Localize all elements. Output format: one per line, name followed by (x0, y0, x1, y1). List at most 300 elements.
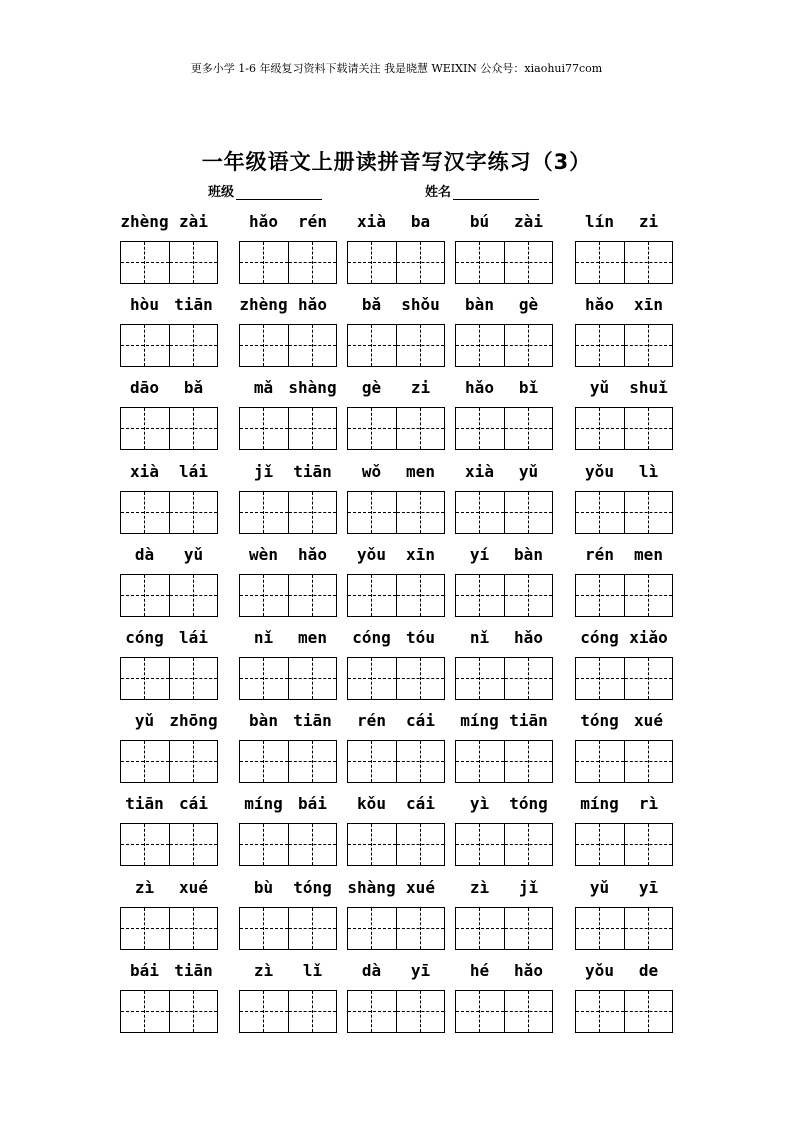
guide-line-vertical (371, 242, 372, 283)
practice-item (575, 212, 673, 282)
writing-boxes (120, 241, 218, 284)
writing-cell[interactable] (456, 408, 504, 449)
writing-cell[interactable] (624, 908, 672, 949)
pinyin-syllable: gè (361, 378, 382, 397)
guide-line-vertical (479, 325, 480, 366)
pinyin-syllable: tiān (509, 711, 548, 730)
guide-line-horizontal (240, 928, 288, 929)
guide-line-vertical (144, 824, 145, 865)
pinyin-label (120, 878, 218, 902)
writing-cell[interactable] (456, 242, 504, 283)
guide-line-vertical (193, 242, 194, 283)
writing-boxes (455, 907, 553, 950)
guide-line-vertical (144, 325, 145, 366)
writing-cell[interactable] (240, 991, 288, 1032)
writing-cell[interactable] (576, 824, 624, 865)
pinyin-label (120, 711, 218, 735)
guide-line-vertical (528, 741, 529, 782)
pinyin-label (575, 378, 673, 402)
writing-cell[interactable] (288, 908, 336, 949)
practice-item (120, 711, 218, 781)
pinyin-syllable: bàn (465, 295, 494, 314)
guide-line-vertical (599, 991, 600, 1032)
guide-line-vertical (648, 492, 649, 533)
writing-boxes (347, 574, 445, 617)
pinyin-label (455, 462, 553, 486)
writing-cell[interactable] (169, 242, 217, 283)
practice-item (575, 295, 673, 365)
pinyin-syllable: zi (410, 378, 431, 397)
pinyin-syllable: bǎ (361, 295, 382, 314)
writing-cell[interactable] (240, 658, 288, 699)
pinyin-label (347, 378, 445, 402)
writing-cell[interactable] (576, 991, 624, 1032)
writing-cell[interactable] (576, 408, 624, 449)
pinyin-label (575, 295, 673, 319)
practice-item (239, 961, 337, 1031)
pinyin-label (120, 961, 218, 985)
writing-cell[interactable] (456, 492, 504, 533)
guide-line-horizontal (240, 1011, 288, 1012)
pinyin-syllable: shàng (288, 378, 337, 397)
writing-boxes (120, 324, 218, 367)
writing-cell[interactable] (396, 824, 444, 865)
pinyin-syllable: yǔ (518, 462, 539, 481)
writing-cell[interactable] (288, 492, 336, 533)
writing-cell[interactable] (121, 658, 169, 699)
writing-cell[interactable] (456, 908, 504, 949)
writing-cell[interactable] (576, 492, 624, 533)
writing-cell[interactable] (169, 492, 217, 533)
guide-line-horizontal (456, 928, 504, 929)
guide-line-vertical (312, 325, 313, 366)
practice-item (575, 462, 673, 532)
pinyin-label (347, 295, 445, 319)
pinyin-syllable: wǒ (361, 462, 382, 481)
guide-line-vertical (193, 658, 194, 699)
guide-line-horizontal (240, 512, 288, 513)
pinyin-label (120, 628, 218, 652)
practice-item (239, 462, 337, 532)
guide-line-horizontal (240, 844, 288, 845)
pinyin-syllable: bàn (249, 711, 278, 730)
guide-line-vertical (528, 991, 529, 1032)
pinyin-syllable: xué (179, 878, 208, 897)
writing-cell[interactable] (348, 242, 396, 283)
writing-cell[interactable] (396, 408, 444, 449)
writing-cell[interactable] (288, 242, 336, 283)
pinyin-syllable: dà (361, 961, 382, 980)
guide-line-vertical (193, 575, 194, 616)
practice-item (239, 628, 337, 698)
writing-boxes (347, 823, 445, 866)
pinyin-syllable: men (298, 628, 327, 647)
guide-line-vertical (479, 408, 480, 449)
writing-cell[interactable] (348, 824, 396, 865)
guide-line-horizontal (576, 262, 624, 263)
guide-line-horizontal (348, 512, 396, 513)
name-field[interactable] (425, 181, 539, 200)
pinyin-syllable: bù (253, 878, 274, 897)
writing-cell[interactable] (576, 242, 624, 283)
pinyin-syllable: tiān (293, 711, 332, 730)
writing-boxes (120, 657, 218, 700)
guide-line-vertical (193, 908, 194, 949)
writing-cell[interactable] (348, 408, 396, 449)
practice-item (455, 545, 553, 615)
writing-boxes (455, 823, 553, 866)
guide-line-vertical (479, 991, 480, 1032)
guide-line-horizontal (121, 678, 169, 679)
pinyin-syllable: hǎo (514, 961, 543, 980)
guide-line-horizontal (456, 345, 504, 346)
pinyin-syllable: míng (580, 794, 619, 813)
pinyin-label (575, 212, 673, 236)
guide-line-vertical (528, 575, 529, 616)
guide-line-vertical (371, 658, 372, 699)
guide-line-horizontal (456, 428, 504, 429)
writing-cell[interactable] (504, 325, 552, 366)
guide-line-horizontal (348, 595, 396, 596)
guide-line-vertical (263, 658, 264, 699)
writing-boxes (575, 657, 673, 700)
pinyin-label (347, 462, 445, 486)
pinyin-syllable: tiān (293, 462, 332, 481)
guide-line-horizontal (240, 345, 288, 346)
guide-line-horizontal (576, 761, 624, 762)
pinyin-label (455, 295, 553, 319)
writing-cell[interactable] (456, 325, 504, 366)
pinyin-label (455, 711, 553, 735)
pinyin-syllable: bái (298, 794, 327, 813)
pinyin-label (455, 794, 553, 818)
writing-cell[interactable] (121, 242, 169, 283)
guide-line-horizontal (348, 844, 396, 845)
writing-cell[interactable] (288, 741, 336, 782)
writing-cell[interactable] (624, 325, 672, 366)
writing-boxes (455, 657, 553, 700)
writing-cell[interactable] (624, 575, 672, 616)
pinyin-label (347, 545, 445, 569)
writing-cell[interactable] (504, 492, 552, 533)
pinyin-label (239, 212, 337, 236)
pinyin-label (239, 545, 337, 569)
writing-cell[interactable] (288, 824, 336, 865)
writing-boxes (575, 740, 673, 783)
writing-cell[interactable] (121, 908, 169, 949)
guide-line-vertical (648, 741, 649, 782)
guide-line-vertical (371, 741, 372, 782)
guide-line-vertical (312, 908, 313, 949)
writing-cell[interactable] (348, 575, 396, 616)
guide-line-horizontal (121, 428, 169, 429)
pinyin-syllable: kǒu (357, 794, 386, 813)
writing-cell[interactable] (121, 575, 169, 616)
writing-cell[interactable] (348, 908, 396, 949)
guide-line-vertical (420, 325, 421, 366)
writing-cell[interactable] (240, 408, 288, 449)
guide-line-vertical (144, 492, 145, 533)
writing-boxes (120, 491, 218, 534)
name-label: 姓名 (425, 185, 452, 200)
writing-cell[interactable] (396, 658, 444, 699)
writing-cell[interactable] (348, 991, 396, 1032)
writing-cell[interactable] (504, 408, 552, 449)
guide-line-vertical (599, 741, 600, 782)
pinyin-label (575, 628, 673, 652)
writing-cell[interactable] (288, 658, 336, 699)
writing-cell[interactable] (240, 824, 288, 865)
writing-cell[interactable] (396, 741, 444, 782)
practice-item (239, 545, 337, 615)
guide-line-horizontal (576, 678, 624, 679)
writing-cell[interactable] (576, 908, 624, 949)
guide-line-vertical (371, 492, 372, 533)
guide-line-vertical (371, 325, 372, 366)
guide-line-horizontal (576, 512, 624, 513)
pinyin-label (120, 794, 218, 818)
practice-item (455, 295, 553, 365)
writing-boxes (575, 990, 673, 1033)
writing-boxes (239, 324, 337, 367)
guide-line-horizontal (456, 595, 504, 596)
pinyin-syllable: gè (518, 295, 539, 314)
pinyin-syllable: rì (638, 794, 659, 813)
writing-cell[interactable] (456, 741, 504, 782)
writing-cell[interactable] (121, 492, 169, 533)
writing-cell[interactable] (504, 991, 552, 1032)
writing-cell[interactable] (240, 242, 288, 283)
writing-cell[interactable] (456, 991, 504, 1032)
pinyin-label (239, 794, 337, 818)
guide-line-vertical (312, 741, 313, 782)
guide-line-vertical (479, 575, 480, 616)
pinyin-syllable: cái (179, 794, 208, 813)
guide-line-vertical (420, 908, 421, 949)
writing-cell[interactable] (624, 408, 672, 449)
guide-line-vertical (479, 741, 480, 782)
writing-cell[interactable] (288, 325, 336, 366)
pinyin-syllable: bǐ (518, 378, 539, 397)
writing-cell[interactable] (504, 575, 552, 616)
pinyin-syllable: xià (357, 212, 386, 231)
pinyin-syllable: shàng (347, 878, 396, 897)
writing-cell[interactable] (504, 658, 552, 699)
pinyin-syllable: rén (585, 545, 614, 564)
writing-cell[interactable] (396, 325, 444, 366)
guide-line-vertical (420, 408, 421, 449)
writing-cell[interactable] (624, 492, 672, 533)
pinyin-syllable: bàn (514, 545, 543, 564)
writing-boxes (455, 241, 553, 284)
writing-boxes (347, 990, 445, 1033)
writing-cell[interactable] (624, 991, 672, 1032)
pinyin-label (239, 711, 337, 735)
guide-line-horizontal (121, 1011, 169, 1012)
writing-cell[interactable] (396, 991, 444, 1032)
writing-boxes (347, 407, 445, 450)
pinyin-syllable: lái (179, 628, 208, 647)
writing-cell[interactable] (624, 824, 672, 865)
writing-cell[interactable] (396, 908, 444, 949)
pinyin-syllable: yǔ (134, 711, 155, 730)
practice-item (575, 711, 673, 781)
practice-item (120, 462, 218, 532)
page-title: 一年级语文上册读拼音写汉字练习（3） (201, 150, 592, 174)
writing-cell[interactable] (576, 741, 624, 782)
pinyin-syllable: nǐ (253, 628, 274, 647)
writing-cell[interactable] (348, 658, 396, 699)
guide-line-vertical (263, 824, 264, 865)
pinyin-label (455, 961, 553, 985)
writing-cell[interactable] (504, 908, 552, 949)
writing-cell[interactable] (456, 824, 504, 865)
practice-item (347, 878, 445, 948)
guide-line-horizontal (576, 1011, 624, 1012)
writing-cell[interactable] (396, 492, 444, 533)
guide-line-horizontal (121, 844, 169, 845)
writing-boxes (120, 990, 218, 1033)
writing-boxes (347, 907, 445, 950)
guide-line-horizontal (348, 928, 396, 929)
writing-cell[interactable] (169, 658, 217, 699)
writing-cell[interactable] (348, 325, 396, 366)
pinyin-syllable: tóng (293, 878, 332, 897)
writing-boxes (575, 241, 673, 284)
writing-cell[interactable] (240, 741, 288, 782)
pinyin-syllable: jǐ (253, 462, 274, 481)
pinyin-syllable: cóng (580, 628, 619, 647)
pinyin-syllable: hòu (130, 295, 159, 314)
guide-line-horizontal (576, 844, 624, 845)
guide-line-vertical (312, 492, 313, 533)
guide-line-vertical (528, 908, 529, 949)
guide-line-vertical (599, 908, 600, 949)
guide-line-vertical (420, 658, 421, 699)
pinyin-syllable: tiān (174, 961, 213, 980)
writing-cell[interactable] (624, 741, 672, 782)
pinyin-syllable: xiǎo (629, 628, 668, 647)
writing-cell[interactable] (169, 408, 217, 449)
writing-cell[interactable] (576, 325, 624, 366)
pinyin-syllable: lái (179, 462, 208, 481)
practice-item (575, 628, 673, 698)
writing-cell[interactable] (576, 575, 624, 616)
guide-line-vertical (648, 408, 649, 449)
writing-cell[interactable] (240, 492, 288, 533)
writing-cell[interactable] (121, 741, 169, 782)
guide-line-vertical (420, 824, 421, 865)
pinyin-syllable: cóng (352, 628, 391, 647)
writing-cell[interactable] (396, 575, 444, 616)
pinyin-syllable: lì (638, 462, 659, 481)
writing-cell[interactable] (348, 741, 396, 782)
guide-line-vertical (263, 908, 264, 949)
practice-item (120, 212, 218, 282)
pinyin-syllable: tiān (174, 295, 213, 314)
writing-cell[interactable] (169, 741, 217, 782)
guide-line-vertical (648, 908, 649, 949)
writing-cell[interactable] (504, 824, 552, 865)
pinyin-syllable: tóng (509, 794, 548, 813)
writing-boxes (347, 491, 445, 534)
writing-cell[interactable] (624, 242, 672, 283)
writing-cell[interactable] (456, 575, 504, 616)
writing-cell[interactable] (240, 908, 288, 949)
guide-line-horizontal (348, 678, 396, 679)
writing-boxes (347, 657, 445, 700)
guide-line-horizontal (121, 928, 169, 929)
class-field[interactable] (208, 181, 322, 200)
guide-line-horizontal (121, 345, 169, 346)
class-blank-line[interactable] (236, 185, 322, 200)
pinyin-label (120, 378, 218, 402)
writing-cell[interactable] (576, 658, 624, 699)
writing-cell[interactable] (121, 991, 169, 1032)
pinyin-syllable: lín (585, 212, 614, 231)
writing-cell[interactable] (169, 575, 217, 616)
guide-line-vertical (528, 824, 529, 865)
class-label: 班级 (208, 185, 235, 200)
guide-line-vertical (528, 492, 529, 533)
guide-line-horizontal (121, 761, 169, 762)
guide-line-horizontal (576, 928, 624, 929)
pinyin-syllable: tiān (125, 794, 164, 813)
pinyin-syllable: zài (179, 212, 208, 231)
writing-cell[interactable] (396, 242, 444, 283)
writing-cell[interactable] (504, 242, 552, 283)
pinyin-syllable: hǎo (514, 628, 543, 647)
pinyin-syllable: yǔ (589, 878, 610, 897)
guide-line-vertical (193, 325, 194, 366)
guide-line-vertical (371, 991, 372, 1032)
name-blank-line[interactable] (453, 185, 539, 200)
writing-cell[interactable] (121, 325, 169, 366)
guide-line-vertical (599, 325, 600, 366)
writing-cell[interactable] (240, 325, 288, 366)
writing-cell[interactable] (288, 575, 336, 616)
writing-cell[interactable] (504, 741, 552, 782)
writing-boxes (455, 990, 553, 1033)
practice-item (575, 378, 673, 448)
pinyin-syllable: zài (514, 212, 543, 231)
writing-cell[interactable] (169, 325, 217, 366)
writing-cell[interactable] (169, 991, 217, 1032)
guide-line-horizontal (121, 595, 169, 596)
writing-cell[interactable] (348, 492, 396, 533)
writing-cell[interactable] (624, 658, 672, 699)
writing-cell[interactable] (121, 408, 169, 449)
pinyin-syllable: zhōng (169, 711, 218, 730)
guide-line-vertical (144, 408, 145, 449)
writing-cell[interactable] (169, 908, 217, 949)
writing-boxes (239, 657, 337, 700)
guide-line-vertical (528, 325, 529, 366)
pinyin-label (347, 794, 445, 818)
guide-line-vertical (193, 824, 194, 865)
guide-line-horizontal (576, 428, 624, 429)
writing-boxes (455, 491, 553, 534)
writing-cell[interactable] (121, 824, 169, 865)
writing-cell[interactable] (240, 575, 288, 616)
writing-cell[interactable] (456, 658, 504, 699)
guide-line-vertical (144, 242, 145, 283)
practice-item (455, 212, 553, 282)
writing-cell[interactable] (169, 824, 217, 865)
writing-cell[interactable] (288, 408, 336, 449)
writing-cell[interactable] (288, 991, 336, 1032)
guide-line-vertical (371, 824, 372, 865)
